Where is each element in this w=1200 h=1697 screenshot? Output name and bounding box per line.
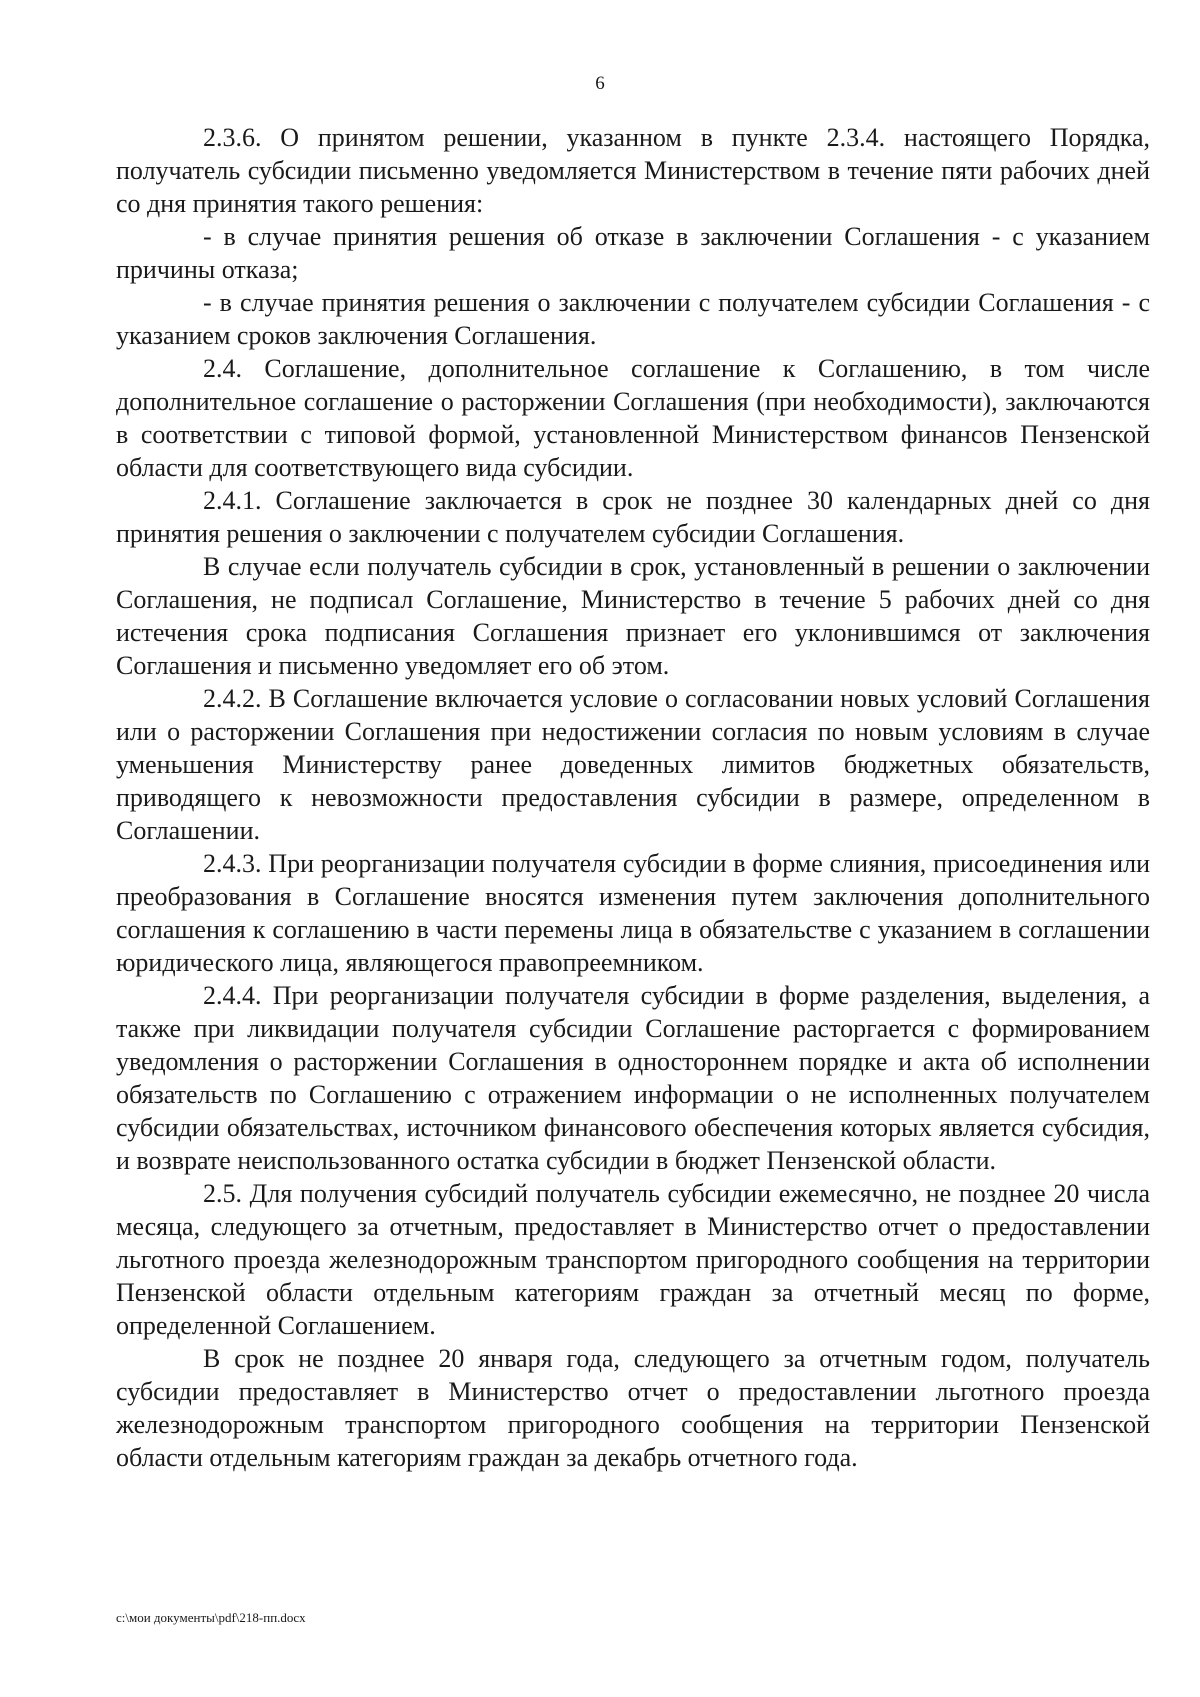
paragraph-evasion-case: В случае если получатель субсидии в срок, установленный в решении о заключении Соглашения, не подписал Соглашение, Министерство в течение 5 рабочих дней со дня истечения срока подписания Соглашения признает его уклонившимся от заключения Соглашения и письменно уведомляет его об этом. (116, 552, 1150, 680)
footer-file-path: c:\мои документы\pdf\218-пп.docx (116, 1610, 306, 1625)
page-number: 6 (595, 73, 605, 94)
paragraph-2-4-3: 2.4.3. При реорганизации получателя субсидии в форме слияния, присоединения или преобразования в Соглашение вносятся изменения путем заключения дополнительного соглашения к соглашению в части перемены лица в обязательстве с указанием в соглашении юридического лица, являющегося правопреемником. (116, 849, 1150, 977)
paragraph-annual-report: В срок не позднее 20 января года, следующего за отчетным годом, получатель субсидии предоставляет в Министерство отчет о предоставлении льготного проезда железнодорожным транспортом пригородного сообщения на территории Пензенской области отдельным категориям граждан за декабрь отчетного года. (116, 1344, 1150, 1472)
paragraph-2-3-6: 2.3.6. О принятом решении, указанном в пункте 2.3.4. настоящего Порядка, получатель субсидии письменно уведомляется Министерством в течение пяти рабочих дней со дня принятия такого решения: (116, 123, 1150, 218)
paragraph-2-4-4: 2.4.4. При реорганизации получателя субсидии в форме разделения, выделения, а также при ликвидации получателя субсидии Соглашение расторгается с формированием уведомления о расторжении Соглашения в одностороннем порядке и акта об исполнении обязательств по Соглашению с отражением информации о не исполненных получателем субсидии обязательствах, источником финансового обеспечения которых является субсидия, и возврате неиспользованного остатка субсидии в бюджет Пензенской области. (116, 981, 1150, 1175)
document-body (116, 121, 1150, 1474)
paragraph-2-4-1: 2.4.1. Соглашение заключается в срок не позднее 30 календарных дней со дня принятия решения о заключении с получателем субсидии Соглашения. (116, 486, 1150, 548)
paragraph-2-5: 2.5. Для получения субсидий получатель субсидии ежемесячно, не позднее 20 числа месяца, следующего за отчетным, предоставляет в Министерство отчет о предоставлении льготного проезда железнодорожным транспортом пригородного сообщения на территории Пензенской области отдельным категориям граждан за отчетный месяц по форме, определенной Соглашением. (116, 1179, 1150, 1340)
paragraph-refusal-case: - в случае принятия решения об отказе в заключении Соглашения - с указанием причины отказа; (116, 222, 1150, 284)
paragraph-2-4: 2.4. Соглашение, дополнительное соглашение к Соглашению, в том числе дополнительное соглашение о расторжении Соглашения (при необходимости), заключаются в соответствии с типовой формой, установленной Министерством финансов Пензенской области для соответствующего вида субсидии. (116, 354, 1150, 482)
paragraph-2-4-2: 2.4.2. В Соглашение включается условие о согласовании новых условий Соглашения или о расторжении Соглашения при недостижении согласия по новым условиям в случае уменьшения Министерству ранее доведенных лимитов бюджетных обязательств, приводящего к невозможности предоставления субсидии в размере, определенном в Соглашении. (116, 684, 1150, 845)
paragraph-conclusion-case: - в случае принятия решения о заключении с получателем субсидии Соглашения - с указанием сроков заключения Соглашения. (116, 288, 1150, 350)
